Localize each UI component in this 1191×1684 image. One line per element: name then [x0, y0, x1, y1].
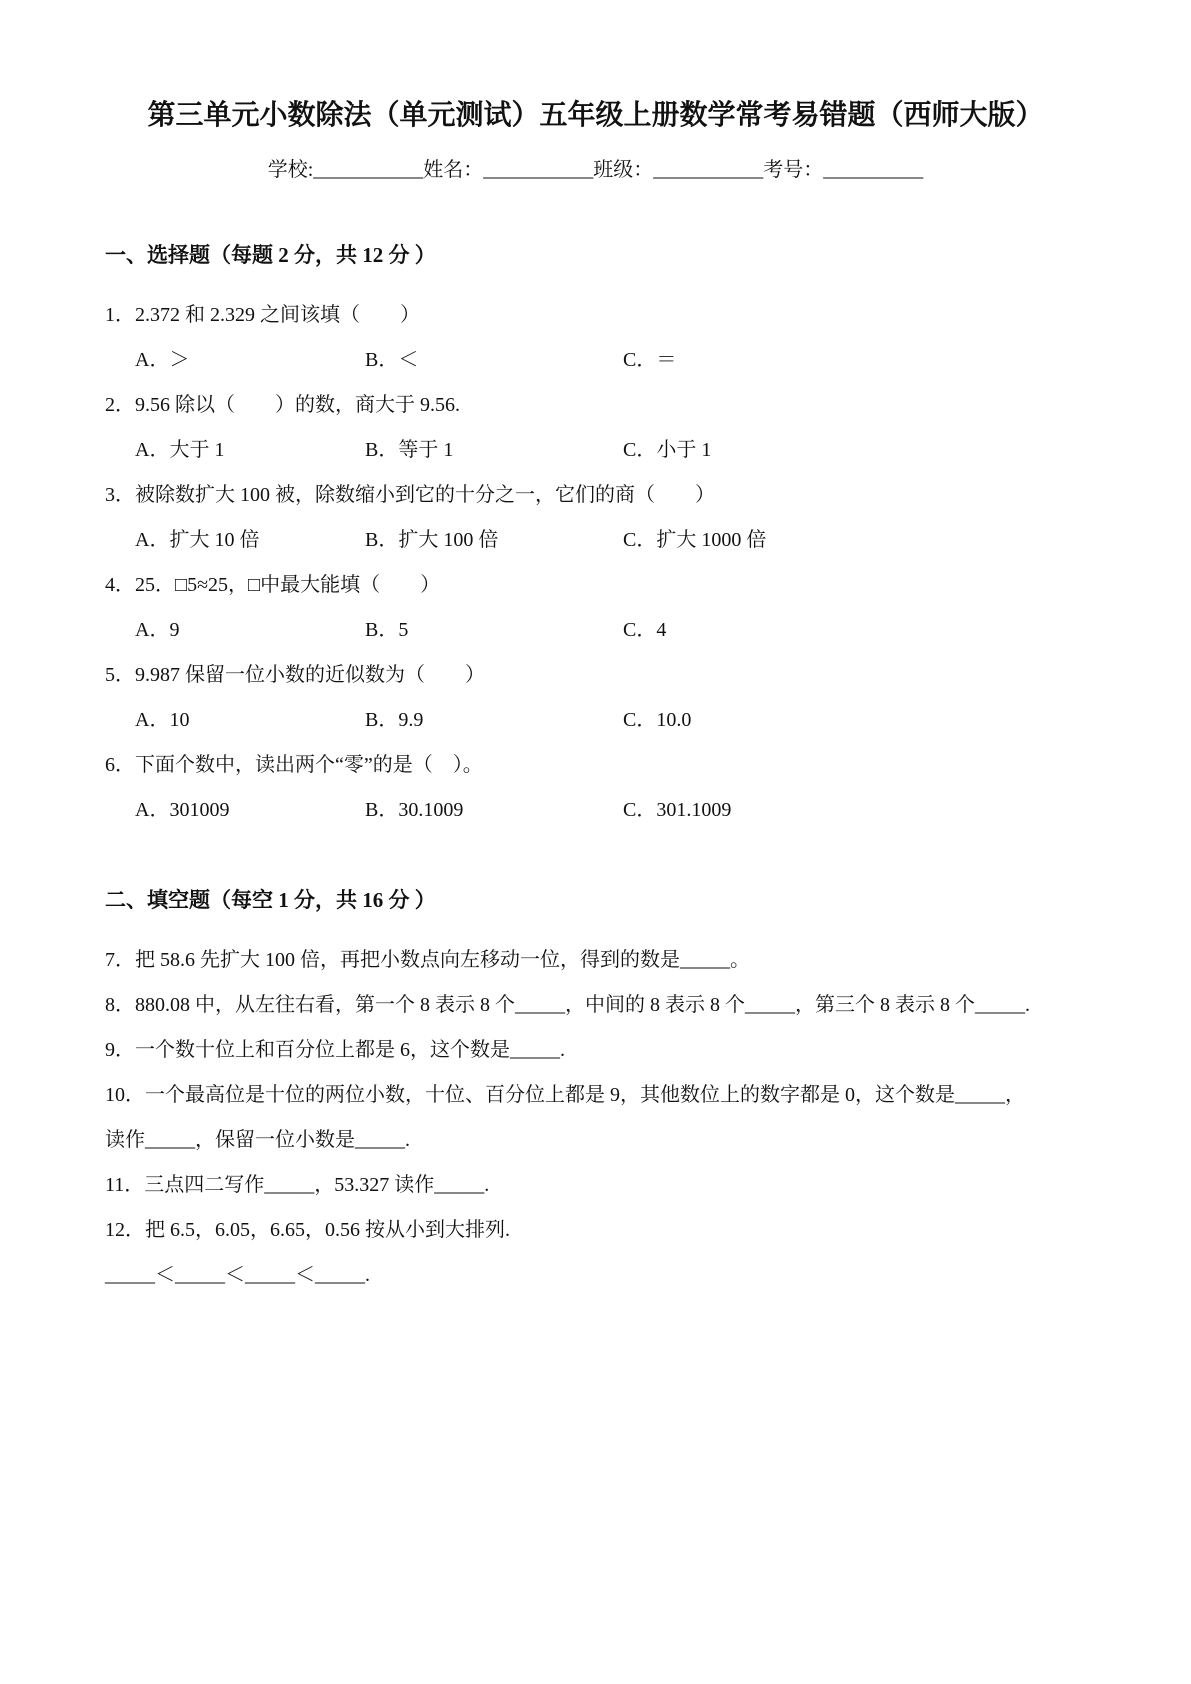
- mc-question-3-stem: 3．被除数扩大 100 被，除数缩小到它的十分之一，它们的商（ ）: [105, 484, 715, 506]
- multiple-choice-block: [105, 293, 1136, 833]
- fill-question-8: 8．880.08 中，从左往右看，第一个 8 表示 8 个_____，中间的 8 表示 8 个_____，第三个 8 表示 8 个_____.: [105, 994, 1030, 1016]
- option-a: A．＞: [135, 349, 190, 371]
- fill-question-11: 11．三点四二写作_____，53.327 读作_____.: [105, 1174, 490, 1196]
- paper-content: [0, 241, 1191, 1298]
- student-info-line: [0, 156, 1191, 184]
- option-c: C．小于 1: [623, 439, 712, 461]
- option-b: B．等于 1: [365, 439, 454, 461]
- option-b: B．5: [365, 619, 409, 641]
- option-a: A．扩大 10 倍: [135, 529, 260, 551]
- school-label: 学校:: [267, 159, 314, 181]
- option-c: C．扩大 1000 倍: [623, 529, 767, 551]
- option-a: A．大于 1: [135, 439, 225, 461]
- exam-no-label: 考号：: [763, 159, 824, 181]
- fill-in-blank-block: [105, 938, 1136, 1298]
- option-c: C．＝: [623, 349, 677, 371]
- mc-question-5-stem: 5．9.987 保留一位小数的近似数为（ ）: [105, 664, 485, 686]
- info-field-class: [593, 156, 763, 184]
- mc-question-5-options: [105, 698, 1136, 743]
- section-heading-multiple-choice: 一、选择题（每题 2 分，共 12 分 ）: [105, 243, 436, 267]
- mc-question-2-options: [105, 428, 1136, 473]
- mc-question-4-options: [105, 608, 1136, 653]
- mc-question-6-stem: 6．下面个数中，读出两个“零”的是（ ）。: [105, 754, 483, 776]
- mc-question-1-options: [105, 338, 1136, 383]
- info-field-school: [268, 156, 424, 184]
- class-label: 班级：: [593, 159, 654, 181]
- section-heading-fill-in-blank: 二、填空题（每空 1 分，共 16 分 ）: [105, 888, 436, 912]
- name-blank: ___________: [483, 159, 594, 181]
- fill-question-10-line-2: 读作_____，保留一位小数是_____.: [105, 1129, 410, 1151]
- class-blank: ___________: [653, 159, 764, 181]
- info-field-exam-no: [763, 156, 923, 184]
- option-b: B．扩大 100 倍: [365, 529, 499, 551]
- mc-question-6-options: [105, 788, 1136, 833]
- fill-question-10-line-1: 10．一个最高位是十位的两位小数，十位、百分位上都是 9，其他数位上的数字都是 0，这个数是_____，: [105, 1084, 1025, 1106]
- option-b: B．9.9: [365, 709, 424, 731]
- option-c: C．301.1009: [623, 799, 732, 821]
- info-field-name: [423, 156, 593, 184]
- option-a: A．10: [135, 709, 190, 731]
- option-b: B．30.1009: [365, 799, 464, 821]
- option-b: B．＜: [365, 349, 419, 371]
- fill-question-12-line-1: 12．把 6.5，6.05，6.65，0.56 按从小到大排列.: [105, 1219, 510, 1241]
- mc-question-1-stem: 1．2.372 和 2.329 之间该填（ ）: [105, 304, 420, 326]
- exam-no-blank: __________: [823, 159, 924, 181]
- school-blank: ___________: [313, 159, 424, 181]
- mc-question-2-stem: 2．9.56 除以（ ）的数，商大于 9.56.: [105, 394, 460, 416]
- page-title: 第三单元小数除法（单元测试）五年级上册数学常考易错题（西师大版）: [147, 100, 1044, 131]
- option-a: A．9: [135, 619, 180, 641]
- option-a: A．301009: [135, 799, 230, 821]
- mc-question-3-options: [105, 518, 1136, 563]
- fill-question-12-answer-line: _____＜_____＜_____＜_____.: [105, 1264, 370, 1286]
- mc-question-4-stem: 4．25．□5≈25，□中最大能填（ ）: [105, 574, 441, 596]
- fill-question-7: 7．把 58.6 先扩大 100 倍，再把小数点向左移动一位，得到的数是_____。: [105, 949, 750, 971]
- option-c: C．4: [623, 619, 667, 641]
- fill-question-9: 9．一个数十位上和百分位上都是 6，这个数是_____.: [105, 1039, 565, 1061]
- option-c: C．10.0: [623, 709, 692, 731]
- name-label: 姓名：: [423, 159, 484, 181]
